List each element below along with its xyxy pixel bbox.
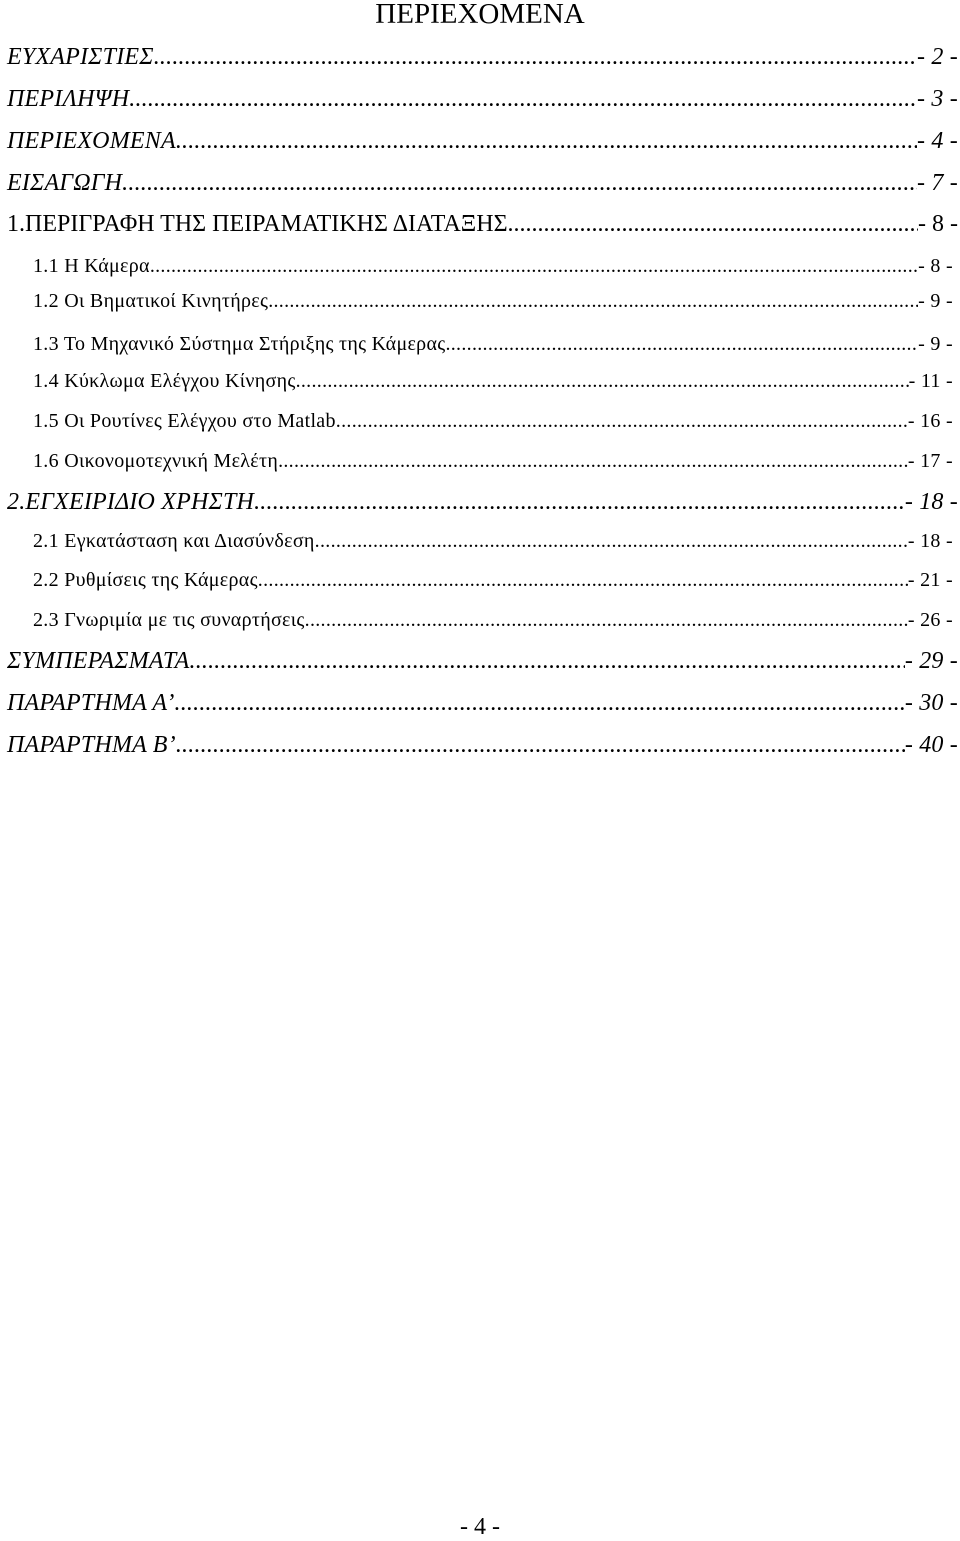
toc-leader-dots xyxy=(154,44,917,71)
toc-leader-dots xyxy=(258,569,908,592)
toc-leader-dots xyxy=(176,128,917,155)
toc-entry-page: - 2 - xyxy=(917,44,958,70)
toc-entry-label: 2.ΕΓΧΕΙΡΙΔΙΟ ΧΡΗΣΤΗ xyxy=(7,489,255,515)
toc-entry-section-1-2[interactable] xyxy=(0,290,957,320)
page-number: - 4 - xyxy=(460,1514,500,1540)
toc-leader-dots xyxy=(296,370,909,393)
toc-entry-label: 1.5 Οι Ρουτίνες Ελέγχου στο Matlab xyxy=(33,410,336,432)
toc-leader-dots xyxy=(175,690,905,717)
toc-entry-introduction[interactable] xyxy=(0,170,960,200)
toc-entry-page: - 11 - xyxy=(908,370,953,392)
toc-entry-label: ΣΥΜΠΕΡΑΣΜΑΤΑ xyxy=(7,648,190,674)
toc-entry-label: 1.1 Η Κάμερα xyxy=(33,255,150,277)
toc-entry-section-1-6[interactable] xyxy=(0,450,957,480)
toc-entry-page: - 9 - xyxy=(918,333,953,355)
toc-entry-abstract[interactable] xyxy=(0,86,960,116)
toc-entry-label: ΠΑΡΑΡΤΗΜΑ Β’ xyxy=(7,732,176,758)
toc-leader-dots xyxy=(305,609,908,632)
toc-entry-page: - 18 - xyxy=(907,530,953,552)
toc-entry-contents[interactable] xyxy=(0,128,960,158)
toc-entry-page: - 4 - xyxy=(917,128,958,154)
toc-leader-dots xyxy=(254,489,905,516)
toc-leader-dots xyxy=(508,211,918,238)
toc-entry-label: ΕΥΧΑΡΙΣΤΙΕΣ xyxy=(7,44,154,70)
toc-entry-label: 1.ΠΕΡΙΓΡΑΦΗ ΤΗΣ ΠΕΙΡΑΜΑΤΙΚΗΣ ΔΙΑΤΑΞΗΣ xyxy=(7,211,508,237)
toc-entry-section-1-4[interactable] xyxy=(0,370,957,400)
toc-entry-label: 2.3 Γνωριμία με τις συναρτήσεις xyxy=(33,609,305,631)
toc-entry-page: - 18 - xyxy=(904,489,958,515)
toc-entry-chapter-2[interactable] xyxy=(0,489,960,519)
toc-entry-label: 1.3 Το Μηχανικό Σύστημα Στήριξης της Κάμερας xyxy=(33,333,446,355)
toc-entry-page: - 8 - xyxy=(918,211,958,237)
toc-entry-appendix-b[interactable] xyxy=(0,732,960,762)
toc-leader-dots xyxy=(190,648,905,675)
toc-entry-page: - 17 - xyxy=(907,450,953,472)
toc-entry-label: 1.2 Οι Βηματικοί Κινητήρες xyxy=(33,290,269,312)
toc-entry-page: - 29 - xyxy=(904,648,958,674)
page-title: ΠΕΡΙΕΧΟΜΕΝΑ xyxy=(375,0,585,30)
toc-entry-chapter-1[interactable] xyxy=(0,211,960,241)
toc-entry-label: ΕΙΣΑΓΩΓΗ xyxy=(7,170,123,196)
toc-entry-section-2-2[interactable] xyxy=(0,569,957,599)
toc-entry-conclusions[interactable] xyxy=(0,648,960,678)
toc-leader-dots xyxy=(336,410,908,433)
toc-entry-page: - 26 - xyxy=(907,609,953,631)
toc-entry-label: ΠΕΡΙΕΧΟΜΕΝΑ xyxy=(7,128,176,154)
toc-entry-section-1-3[interactable] xyxy=(0,333,957,363)
toc-entry-page: - 8 - xyxy=(918,255,953,277)
toc-entry-page: - 3 - xyxy=(917,86,958,112)
toc-entry-section-1-5[interactable] xyxy=(0,410,957,440)
toc-entry-label: ΠΕΡΙΛΗΨΗ xyxy=(7,86,130,112)
toc-entry-page: - 40 - xyxy=(904,732,958,758)
toc-entry-page: - 16 - xyxy=(907,410,953,432)
toc-entry-section-2-3[interactable] xyxy=(0,609,957,639)
toc-entry-section-2-1[interactable] xyxy=(0,530,957,560)
toc-entry-page: - 9 - xyxy=(918,290,953,312)
toc-entry-label: 2.1 Εγκατάσταση και Διασύνδεση. xyxy=(33,530,320,552)
toc-leader-dots xyxy=(129,86,917,113)
toc-entry-acknowledgements[interactable] xyxy=(0,44,960,74)
toc-entry-label: 2.2 Ρυθμίσεις της Κάμερας xyxy=(33,569,258,591)
toc-leader-dots xyxy=(278,450,908,473)
toc-entry-label: 1.6 Οικονομοτεχνική Μελέτη xyxy=(33,450,279,472)
toc-entry-label: 1.4 Κύκλωμα Ελέγχου Κίνησης xyxy=(33,370,296,392)
toc-entry-section-1-1[interactable] xyxy=(0,255,957,285)
toc-leader-dots xyxy=(445,333,918,356)
toc-leader-dots xyxy=(122,170,917,197)
toc-entry-page: - 30 - xyxy=(904,690,958,716)
toc-entry-label: ΠΑΡΑΡΤΗΜΑ Α’ xyxy=(7,690,175,716)
toc-entry-page: - 7 - xyxy=(917,170,958,196)
toc-leader-dots xyxy=(150,255,918,278)
toc-entry-appendix-a[interactable] xyxy=(0,690,960,720)
toc-entry-page: - 21 - xyxy=(907,569,953,591)
toc-leader-dots xyxy=(268,290,918,313)
toc-leader-dots xyxy=(176,732,905,759)
toc-leader-dots xyxy=(320,530,908,553)
